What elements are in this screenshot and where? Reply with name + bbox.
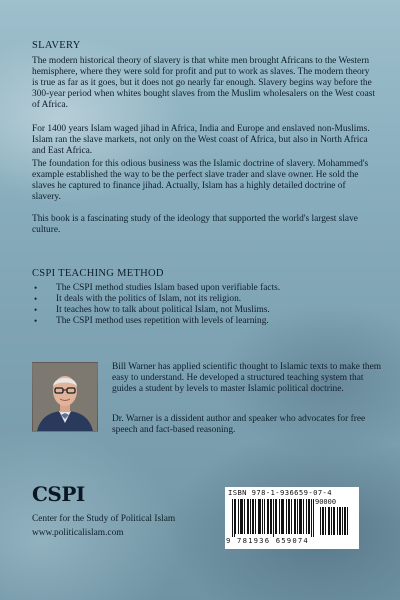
barcode-graphic — [228, 497, 356, 537]
barcode-bar — [300, 499, 301, 534]
barcode-addon-bar — [344, 507, 345, 535]
bullet-icon: • — [34, 294, 38, 304]
barcode-bar — [270, 499, 271, 534]
isbn-number: ISBN 978-1-936659-07-4 — [228, 488, 332, 497]
list-item — [32, 316, 372, 327]
barcode-bar — [295, 499, 296, 534]
barcode-bar — [279, 499, 280, 534]
barcode-bar — [264, 499, 265, 534]
barcode-bar — [238, 499, 239, 534]
barcode-addon-bar — [331, 507, 332, 535]
method-bullet-list — [32, 283, 372, 327]
barcode-bar — [281, 499, 282, 534]
barcode-bar — [282, 499, 283, 534]
barcode-digits: 9 781936 659074 — [226, 536, 309, 545]
list-item — [32, 305, 372, 316]
barcode-bar — [262, 499, 263, 534]
barcode-bar — [308, 499, 309, 534]
bullet-text: It deals with the politics of Islam, not its religion. — [56, 294, 242, 304]
barcode-bar — [313, 499, 314, 537]
barcode-addon-bar — [329, 507, 330, 535]
barcode-addon-bar — [328, 507, 329, 535]
barcode-addon-bar — [323, 507, 324, 535]
barcode-bar — [273, 499, 274, 537]
barcode-bar — [283, 499, 284, 534]
barcode-bar — [291, 499, 292, 534]
barcode-bar — [234, 499, 235, 537]
barcode-bar — [259, 499, 260, 534]
publisher-url: www.politicalislam.com — [32, 528, 124, 538]
bullet-text: It teaches how to talk about political Islam, not Muslims. — [56, 305, 270, 315]
barcode-addon-bar — [345, 507, 346, 535]
barcode-bar — [306, 499, 307, 534]
barcode-bar — [271, 499, 272, 534]
barcode-addon-bar — [320, 507, 321, 535]
barcode-bar — [311, 499, 312, 537]
price-code: 90000 — [315, 498, 337, 506]
bullet-icon: • — [34, 316, 38, 326]
author-bio-paragraph-2: Dr. Warner is a dissident author and speaker who advocates for free speech and fact-based reasoning. — [112, 414, 366, 435]
barcode-bar — [275, 499, 276, 534]
bullet-icon: • — [34, 283, 38, 293]
barcode-bar — [297, 499, 298, 534]
bullet-text: The CSPI method uses repetition with levels of learning. — [56, 316, 269, 326]
slavery-paragraph-4: This book is a fascinating study of the ideology that supported the world's largest slave culture. — [32, 214, 358, 235]
barcode-bar — [294, 499, 295, 534]
slavery-heading: SLAVERY — [32, 40, 81, 51]
barcode-bar — [247, 499, 248, 534]
author-photo — [32, 362, 98, 432]
barcode-bar — [289, 499, 290, 534]
barcode-bar — [241, 499, 242, 534]
barcode-addon-bar — [333, 507, 334, 535]
barcode-addon-bar — [322, 507, 323, 535]
barcode-bar — [240, 499, 241, 534]
barcode-bar — [235, 499, 236, 534]
barcode-addon-bar — [334, 507, 335, 535]
bullet-text: The CSPI method studies Islam based upon verifiable facts. — [56, 283, 281, 293]
barcode-bar — [232, 499, 233, 537]
barcode-bar — [286, 499, 287, 534]
barcode-bar — [268, 499, 269, 534]
barcode-bar — [276, 499, 277, 534]
barcode-bar — [244, 499, 245, 534]
publisher-name: Center for the Study of Political Islam — [32, 514, 176, 524]
barcode-addon-bar — [325, 507, 326, 535]
slavery-paragraph-1: The modern historical theory of slavery is that white men brought Africans to the Western hemisphere, where they were sold for profit and put to work as slaves. The modern theory is true as far as it goes, but it does not go nearly far enough. Slavery begins way before the 300-year period when whites bought slaves from the Muslim wholesalers on the West coast of Africa. — [32, 56, 376, 110]
barcode-bar — [248, 499, 249, 534]
barcode-bar — [252, 499, 253, 534]
barcode-addon-bar — [342, 507, 343, 535]
barcode-bar — [288, 499, 289, 534]
barcode-addon-bar — [347, 507, 348, 535]
method-heading: CSPI TEACHING METHOD — [32, 268, 164, 279]
bullet-icon: • — [34, 305, 38, 315]
barcode-bar — [309, 499, 310, 534]
author-bio-paragraph-1: Bill Warner has applied scientific thought to Islamic texts to make them easy to understand. He developed a structured teaching system that guides a student by levels to master Islamic political doctrine. — [112, 362, 382, 394]
barcode-addon-bar — [340, 507, 341, 535]
barcode-bar — [303, 499, 304, 534]
barcode-bar — [260, 499, 261, 534]
list-item — [32, 283, 372, 294]
barcode-bar — [299, 499, 300, 534]
author-portrait-icon — [33, 363, 97, 431]
barcode-bar — [255, 499, 256, 534]
barcode-bar — [250, 499, 251, 534]
slavery-paragraph-2: For 1400 years Islam waged jihad in Africa, India and Europe and enslaved non-Muslims. Islam ran the slave markets, not only on the West coast of Africa, but also in North Africa and East Africa. — [32, 124, 370, 156]
barcode-bar — [301, 499, 302, 534]
barcode-addon-bar — [337, 507, 338, 535]
barcode-bar — [267, 499, 268, 534]
barcode-bar — [253, 499, 254, 534]
publisher-logo: CSPI — [32, 482, 85, 506]
barcode-bar — [258, 499, 259, 534]
barcode-bar — [242, 499, 243, 534]
barcode-addon-bar — [339, 507, 340, 535]
list-item — [32, 294, 372, 305]
slavery-paragraph-3: The foundation for this odious business was the Islamic doctrine of slavery. Mohammed's example established the way to be the perfect slave trader and slave owner. He sold the slaves he captured to finance jihad. Actually, Islam has a highly detailed doctrine of slavery. — [32, 159, 369, 202]
